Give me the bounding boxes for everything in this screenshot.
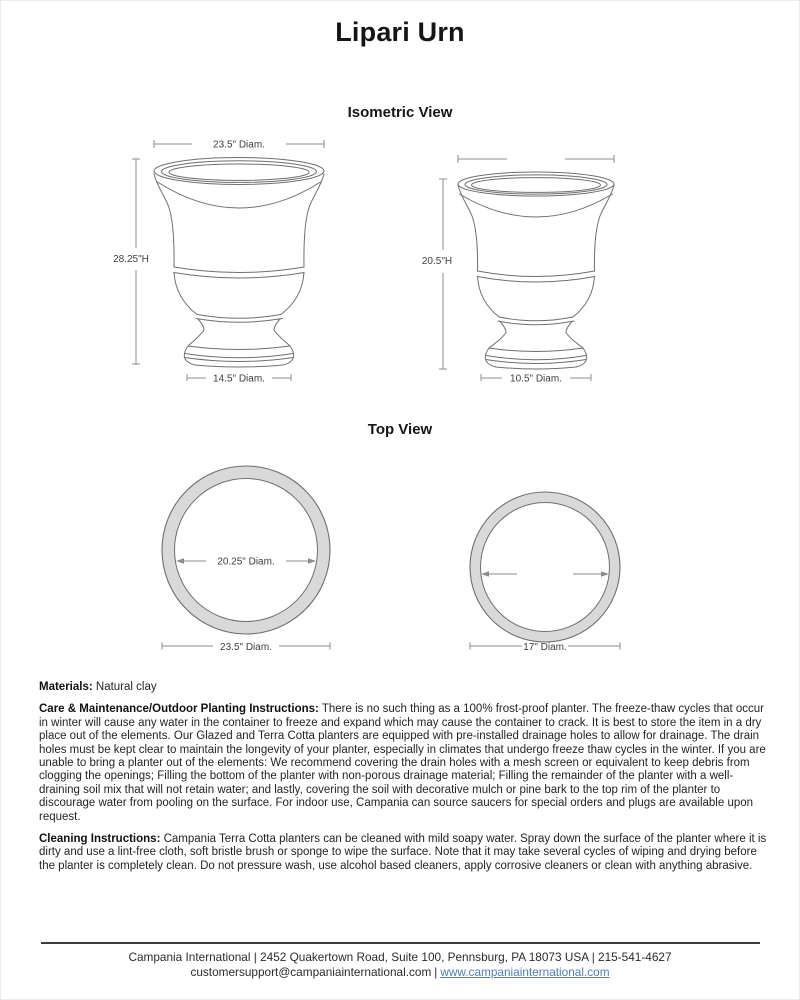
left-circle-drawing: [136, 459, 356, 659]
right-urn-height-label: 20.5"H: [421, 256, 453, 267]
cleaning-label: Cleaning Instructions:: [39, 833, 161, 846]
left-urn-height-label: 28.25"H: [113, 254, 149, 265]
left-urn-outline: [154, 158, 324, 368]
materials-line: [39, 681, 771, 694]
left-urn-top-diameter-label: 23.5" Diam.: [213, 139, 265, 151]
details-section: [39, 681, 771, 882]
left-urn-height-dimension: [113, 159, 149, 364]
right-circle-ring: [470, 492, 620, 642]
right-urn-drawing: [414, 149, 659, 389]
materials-value: Natural clay: [95, 681, 157, 693]
left-urn-base-dimension: [187, 374, 291, 385]
top-view-heading: Top View: [367, 421, 433, 438]
footer: [1, 950, 799, 979]
materials-label: Materials:: [39, 681, 93, 693]
right-urn-base-diameter-label: 10.5" Diam.: [510, 373, 562, 385]
footer-address-line: Campania International | 2452 Quakertown Road, Suite 100, Pennsburg, PA 18073 USA | 215-541-4627: [128, 950, 672, 964]
left-circle-inner-diameter-label: 20.25" Diam.: [217, 556, 275, 568]
footer-email: customersupport@campaniainternational.com: [190, 964, 432, 979]
footer-separator: |: [434, 964, 438, 979]
footer-divider: [41, 942, 760, 944]
care-paragraph: [39, 703, 771, 824]
page-title: Lipari Urn: [335, 17, 465, 47]
left-urn-base-diameter-label: 14.5" Diam.: [213, 373, 265, 385]
footer-website-link[interactable]: www.campaniainternational.com: [440, 964, 610, 979]
left-circle-ring: [162, 466, 330, 634]
left-urn-drawing: [106, 136, 366, 388]
left-circle-outer-dimension: [162, 642, 330, 653]
right-circle-outer-diameter-label: 17" Diam.: [523, 641, 567, 653]
left-circle-outer-diameter-label: 23.5" Diam.: [220, 641, 272, 653]
right-urn-top-dimension: [458, 155, 614, 163]
left-urn-top-dimension: [154, 140, 324, 151]
right-urn-outline: [458, 172, 614, 369]
cleaning-text: Campania Terra Cotta planters can be cleaned with mild soapy water. Spray down the surface of the planter where it is dirty and use a lint-free cloth, soft bristle brush or sponge to wipe the surface. Note that it may take several cycles of wiping and drying before the planter is completely clean. Do not pressure wash, use alcohol based cleaners, apply corrosive cleaners or clean with anything abrasive.: [39, 833, 767, 872]
right-urn-base-dimension: [481, 374, 591, 385]
isometric-view-heading: Isometric View: [347, 104, 453, 121]
right-circle-drawing: [431, 486, 651, 661]
cleaning-paragraph: [39, 833, 771, 873]
care-label: Care & Maintenance/Outdoor Planting Instructions:: [39, 703, 319, 716]
footer-contact-line: [1, 965, 799, 980]
right-circle-outer-dimension: [470, 642, 620, 653]
right-urn-height-dimension: [422, 179, 452, 369]
care-text: There is no such thing as a 100% frost-proof planter. The freeze-thaw cycles that occur in winter will cause any water in the container to freeze and expand which may cause the container to crack. It is best to store the item in a dry place out of the elements. Our Glazed and Terra Cotta planters are equipped with pre-installed drainage holes to allow for drainage. The drain holes must be kept clear to maintain the longevity of your planter, especially in climates that undergo freeze thaw cycles in the winter. If you are unable to bring a planter out of the elements: We recommend covering the drain holes with a mesh screen or equivalent to keep debris from clogging the openings; Filling the bottom of the planter with non-porous drainage material; Filling the remainder of the planter with a well-draining soil mix that will not retain water; and lastly, covering the soil with decorative mulch or pine bark to the top rim of the planter to discourage water from pooling on the surface. For indoor use, Campania can source saucers for special orders and plugs are available upon request.: [39, 703, 766, 823]
